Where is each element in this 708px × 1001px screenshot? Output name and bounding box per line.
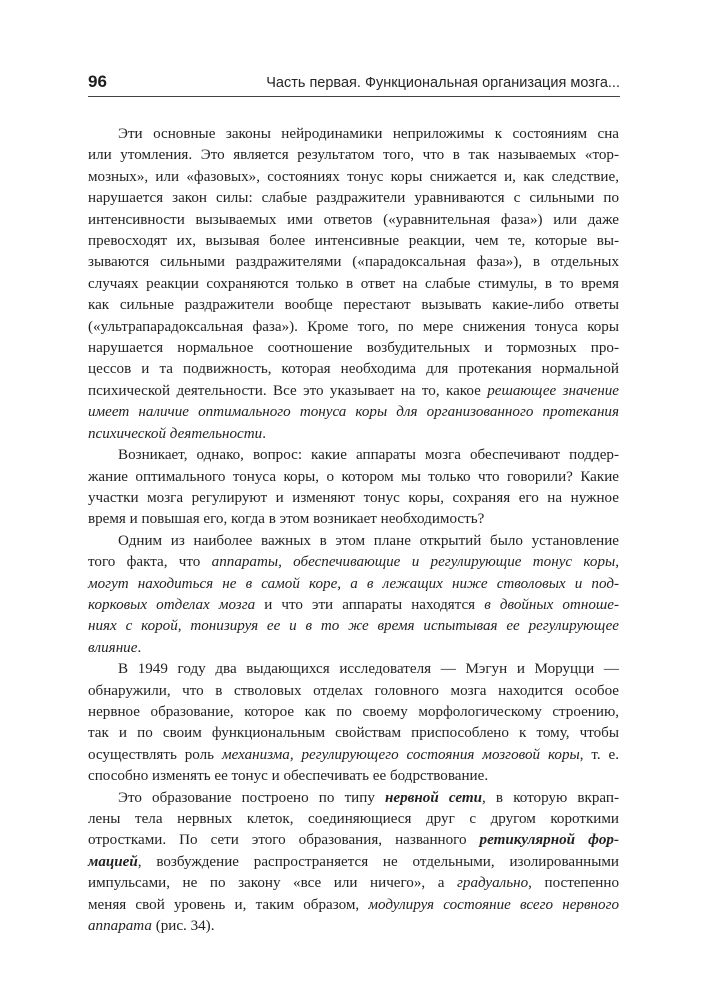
text-run: Эти основные законы нейродинамики неприложимы к состояниям сна (118, 126, 619, 142)
paragraph (88, 788, 619, 938)
text-line (88, 788, 619, 809)
text-line (88, 231, 619, 252)
bold-term: ретикулярной фор- (479, 832, 619, 849)
text-line (88, 916, 619, 937)
text-run: , возбуждение распространяется не отдельными, изолированными (137, 853, 619, 870)
text-line (88, 274, 619, 295)
paragraph (88, 659, 619, 787)
text-run: меняя свой уровень и, таким образом, (88, 896, 369, 913)
text-line (88, 616, 619, 637)
text-line (88, 424, 619, 445)
text-line (88, 317, 619, 338)
text-run: участки мозга регулируют и изменяют тонус коры, сохраняя его на нужное (88, 489, 619, 506)
bold-term: мацией (88, 853, 138, 870)
text-run: осуществлять роль (88, 746, 222, 763)
text-line (88, 659, 619, 680)
italic-phrase: механизма, регулирующего состояния мозговой коры (221, 746, 580, 763)
text-run: импульсами, не по закону «все или ничего», а (88, 875, 458, 892)
text-run: как сильные раздражители вообще перестают вызывать какие-либо ответы (88, 297, 619, 314)
text-line (88, 895, 619, 916)
text-run: . (262, 425, 266, 442)
text-line (88, 702, 619, 723)
text-line (88, 873, 619, 894)
text-line (88, 381, 619, 402)
text-run: способно изменять ее тонус и обеспечивать ее бодрствование. (88, 768, 489, 785)
text-run: зываются сильными раздражителями («парадоксальная фаза»), в отдельных (88, 254, 619, 271)
italic-phrase: психической деятельности (88, 425, 263, 442)
header-rule (88, 96, 620, 97)
paragraph (88, 124, 619, 445)
italic-phrase: корковых отделах мозга (88, 596, 256, 613)
text-line (88, 167, 619, 188)
text-run: того факта, что (88, 554, 212, 571)
text-run: жание оптимального тонуса коры, о котором мы только что говорили? Какие (88, 468, 619, 485)
italic-phrase: ниях с корой, тонизируя ее и в то же время испытывая ее регулирующее (88, 618, 619, 635)
text-line (88, 723, 619, 744)
text-run: («ультрапарадоксальная фаза»). Кроме того, по мере снижения тонуса коры (88, 318, 619, 335)
text-line (88, 531, 619, 552)
text-run: , в которую вкрап- (482, 789, 619, 806)
text-run: лены тела нервных клеток, соединяющиеся друг с другом короткими (88, 811, 619, 827)
italic-phrase: в двойных отноше- (484, 596, 619, 613)
text-line (88, 766, 619, 787)
italic-phrase: имеет наличие оптимального тонуса коры для организованного протекания (88, 404, 619, 421)
text-run: отростками. По сети этого образования, названного (88, 832, 480, 849)
text-run: , т. е. (579, 746, 619, 763)
text-run: так и по своим функциональным свойствам приспособлено к тому, чтобы (88, 725, 619, 742)
text-line (88, 574, 619, 595)
text-line (88, 252, 619, 273)
text-line (88, 809, 619, 830)
text-line (88, 359, 619, 380)
text-line (88, 445, 619, 466)
text-line (88, 124, 619, 145)
text-line (88, 745, 619, 766)
italic-phrase: аппараты, обеспечивающие и регулирующие тонус коры, (211, 554, 619, 571)
text-line (88, 681, 619, 702)
text-line (88, 638, 619, 659)
text-line (88, 295, 619, 316)
text-line (88, 145, 619, 166)
text-run: нарушается нормальное соотношение возбудительных и тормозных про- (88, 340, 619, 357)
text-run: Одним из наиболее важных в этом плане открытий было установление (118, 532, 619, 549)
text-line (88, 552, 619, 573)
text-line (88, 509, 619, 530)
text-line (88, 188, 619, 209)
text-line (88, 595, 619, 616)
italic-phrase: аппарата (88, 918, 152, 935)
text-run: , постепенно (528, 875, 619, 892)
text-run: цессов и та подвижность, которая необходима для протекания нормальной (88, 361, 619, 378)
text-run: (рис. 34). (151, 918, 215, 935)
text-run: превосходят их, вызывая более интенсивные реакции, чем те, которые вы- (88, 233, 619, 250)
page-number: 96 (88, 72, 107, 91)
bold-term: нервной сети (385, 789, 483, 806)
text-line (88, 467, 619, 488)
text-line (88, 852, 619, 873)
paragraph (88, 445, 619, 531)
page-header (88, 72, 620, 92)
text-run: психической деятельности. Все это указывает на то, какое (88, 382, 488, 399)
text-run: Возникает, однако, вопрос: какие аппараты мозга обеспечивают поддер- (118, 447, 619, 464)
text-line (88, 488, 619, 509)
text-line (88, 830, 619, 851)
text-line (88, 210, 619, 231)
text-run: . (137, 639, 142, 656)
italic-phrase: модулируя состояние всего нервного (368, 896, 620, 913)
paragraph (88, 531, 619, 659)
italic-phrase: влияние (88, 639, 138, 656)
text-run: обнаружили, что в стволовых отделах головного мозга находится особое (88, 682, 619, 699)
text-run: и что эти аппараты находятся (255, 596, 485, 613)
body-text (88, 124, 619, 937)
text-run: В 1949 году два выдающихся исследователя — Мэгун и Моруцци — (118, 661, 619, 678)
italic-phrase: решающее значение (487, 382, 619, 399)
text-run: мозных», или «фазовых», состояниях тонус коры снижается и, как следствие, (88, 168, 619, 185)
text-run: нервное образование, которое как по своему морфологическому строению, (88, 703, 619, 720)
text-run: Это образование построено по типу (118, 789, 386, 806)
text-line (88, 338, 619, 359)
text-run: нарушается закон силы: слабые раздражители уравниваются с сильными по (88, 190, 619, 207)
text-run: случаях реакции сохраняются только в ответ на слабые стимулы, в то время (88, 275, 619, 292)
text-run: интенсивности вызываемых ими ответов («уравнительная фаза») или даже (88, 211, 619, 228)
text-line (88, 402, 619, 423)
text-run: или утомления. Это является результатом того, что в так называемых «тор- (88, 147, 619, 164)
text-run: время и повышая его, когда в этом возникает необходимость? (88, 511, 485, 528)
italic-phrase: градуально (457, 875, 529, 892)
italic-phrase: могут находиться не в самой коре, а в лежащих ниже стволовых и под- (88, 575, 619, 592)
running-title: Часть первая. Функциональная организация мозга... (266, 75, 620, 91)
